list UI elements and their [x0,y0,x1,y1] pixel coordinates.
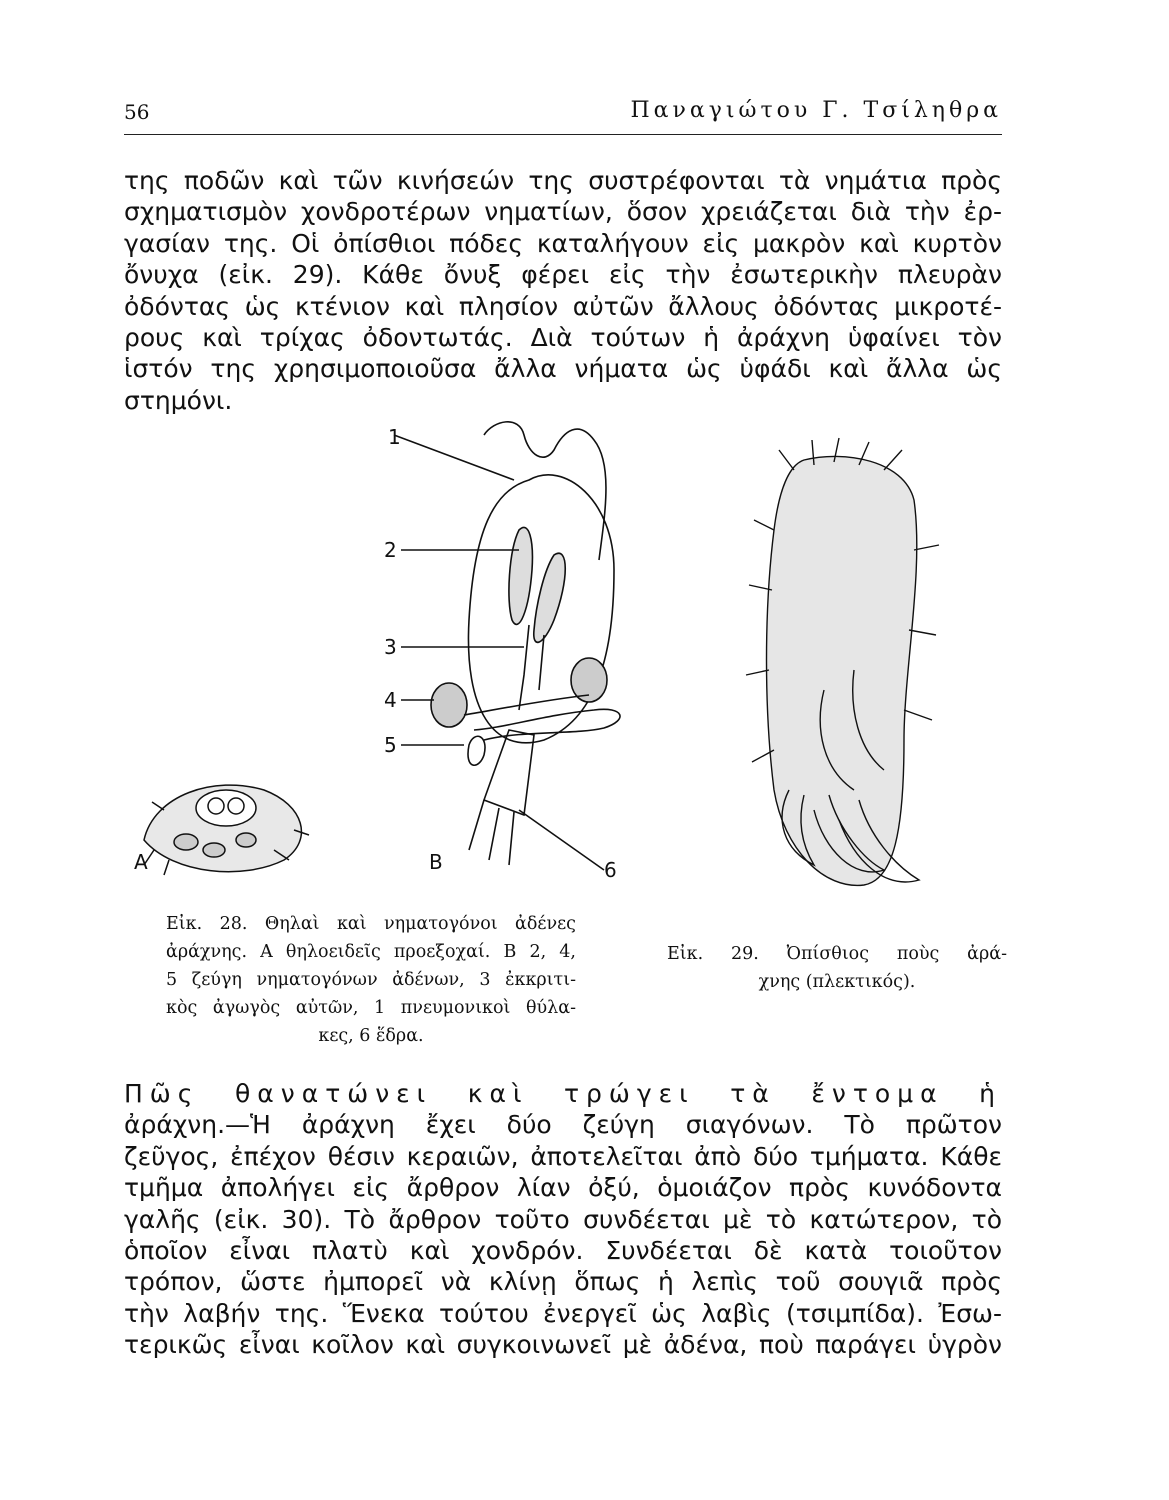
text-line: γαλῆς (εἰκ. 30). Τὸ ἄρθρον τοῦτο συνδέεται μὲ τὸ κατώτερον, τὸ [124,1204,1002,1234]
text-line: ὄνυχα (εἰκ. 29). Κάθε ὄνυξ φέρει εἰς τὴν ἐσωτερικὴν πλευρὰν [124,260,1002,290]
figure-29-caption [667,940,1007,996]
text-line: ζεῦγος, ἐπέχον θέσιν κεραιῶν, ἀποτελεῖται ἀπὸ δύο τμήματα. Κάθε [124,1141,1002,1171]
caption-line: Εἰκ. 28. Θηλαὶ καὶ νηματογόνοι ἀδένες [166,914,576,934]
caption-line: χνης (πλεκτικός). [758,972,916,992]
label-2: 2 [384,538,397,562]
text-line: ὀδόντας ὡς κτένιον καὶ πλησίον αὐτῶν ἄλλους ὀδόντας μικροτέ- [124,291,1002,321]
page-number: 56 [124,100,150,124]
text-line: τμῆμα ἀπολήγει εἰς ἄρθρον λίαν ὀξύ, ὁμοιάζον πρὸς κυνόδοντα [124,1173,1002,1203]
caption-line: ἀράχνης. Α θηλοειδεῖς προεξοχαί. Β 2, 4, [166,942,576,962]
text-line: γασίαν της. Οἱ ὀπίσθιοι πόδες καταλήγουν εἰς μακρὸν καὶ κυρτὸν [124,228,1002,258]
caption-line: κες, 6 ἕδρα. [318,1026,424,1046]
label-1: 1 [388,425,401,449]
paragraph-1 [124,165,1002,416]
text-line: ἱστόν της χρησιμοποιοῦσα ἄλλα νήματα ὡς ὑφάδι καὶ ἄλλα ὡς [124,354,1002,384]
caption-line: κὸς ἀγωγὸς αὐτῶν, 1 πνευμονικοὶ θύλα- [166,998,576,1018]
text-line: τὴν λαβήν της. Ἕνεκα τούτου ἐνεργεῖ ὡς λαβὶς (τσιμπίδα). Ἐσω- [124,1298,1002,1328]
caption-line: 5 ζεύγη νηματογόνων ἀδένων, 3 ἐκκριτι- [166,970,576,990]
text-line: ὁποῖον εἶναι πλατὺ καὶ χονδρόν. Συνδέεται δὲ κατὰ τοιοῦτον [124,1236,1002,1266]
text-line: ρους καὶ τρίχας ὀδοντωτάς. Διὰ τούτων ἡ ἀράχνη ὑφαίνει τὸν [124,323,1002,353]
label-5: 5 [384,733,397,757]
figure-29-drawing [746,438,939,885]
section-heading: Πῶς θανατώνει καὶ τρώγει τὰ ἔντομα ἡ [124,1079,1002,1108]
panel-b-label: B [429,850,443,874]
label-3: 3 [384,635,397,659]
paragraph-2 [124,1078,1002,1361]
figure-28a-drawing [144,785,309,875]
text-line: τρόπον, ὥστε ἠμπορεῖ νὰ κλίνῃ ὅπως ἡ λεπὶς τοῦ σουγιᾶ πρὸς [124,1267,1002,1297]
running-head: Παναγιώτου Γ. Τσίληθρα [630,98,1002,123]
text-line: σχηματισμὸν χονδροτέρων νηματίων, ὅσον χρειάζεται διὰ τὴν ἐρ- [124,197,1002,227]
label-4: 4 [384,688,397,712]
figure-area [124,410,1007,1060]
figure-28b-drawing [394,422,620,870]
figure-28-caption [166,910,576,1050]
text-line: στημόνι. [124,385,233,415]
text-line: ἀράχνη.—Ἡ ἀράχνη ἔχει δύο ζεύγη σιαγόνων. Τὸ πρῶτον [124,1110,1002,1140]
panel-a-label: A [134,850,148,874]
header-rule [124,134,1002,135]
text-line: της ποδῶν καὶ τῶν κινήσεών της συστρέφονται τὰ νημάτια πρὸς [124,166,1002,195]
label-6: 6 [604,858,617,882]
caption-line: Εἰκ. 29. Ὀπίσθιος ποὺς ἀρά- [667,944,1007,964]
text-line: τερικῶς εἶναι κοῖλον καὶ συγκοινωνεῖ μὲ ἀδένα, ποὺ παράγει ὑγρὸν [124,1330,1002,1360]
